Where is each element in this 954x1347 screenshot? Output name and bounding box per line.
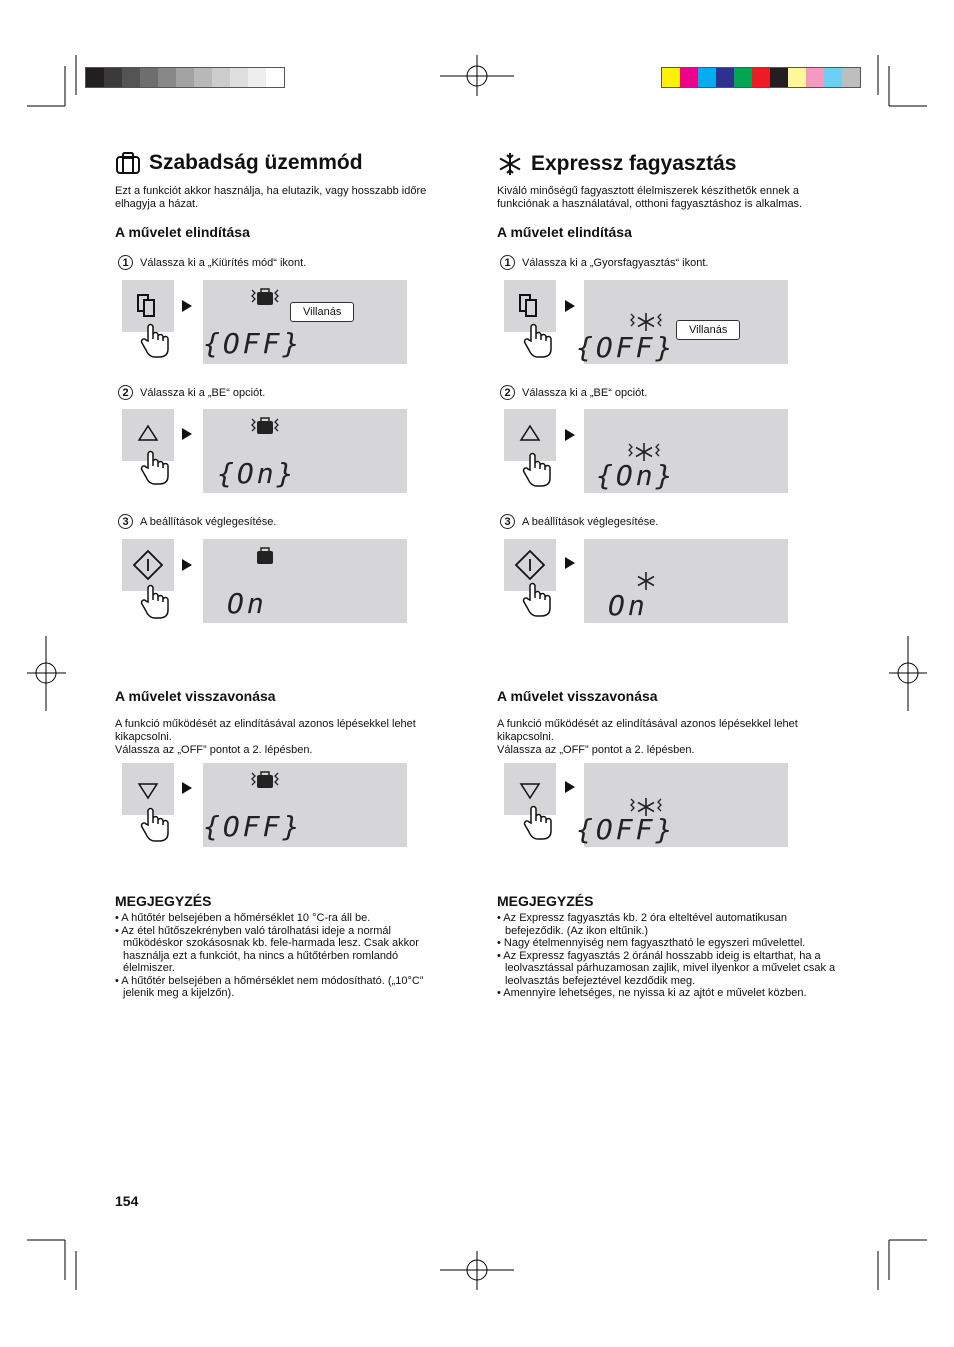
suitcase-icon (245, 769, 285, 793)
display-readout (217, 457, 296, 490)
flash-mark: } (282, 810, 303, 843)
right-step-1 (500, 255, 708, 270)
right-title-text: Expressz fagyasztás (531, 152, 737, 175)
right-cancel-text (497, 718, 842, 757)
display-readout (203, 327, 302, 360)
snowflake-icon (497, 151, 523, 177)
finger-icon (140, 807, 170, 843)
step-text: Válassza ki a „Kiürítés mód“ ikont. (140, 256, 307, 269)
right-note-heading: MEGJEGYZÉS (497, 893, 594, 909)
finger-icon (140, 584, 170, 620)
display-panel (203, 280, 407, 364)
flash-mark: { (203, 327, 223, 360)
step-number: 2 (500, 385, 515, 400)
display-panel (576, 763, 788, 847)
step-number: 3 (500, 514, 515, 529)
flash-callout: Villanás (676, 320, 740, 340)
note-item: • Az étel hűtőszekrényben való tárolhatási ideje a normál működéskor szokásosnak kb. fele-harmada lesz. Csak akkor használja ezt a funkciót, ha nincs a hűtőtérben romlandó élelmiszer. (115, 924, 419, 974)
left-section-title (115, 151, 363, 175)
left-step-1 (118, 255, 306, 270)
step-arrow (182, 782, 192, 794)
flash-mark: { (576, 331, 596, 364)
step-number: 1 (500, 255, 515, 270)
right-step-2 (500, 385, 647, 400)
display-panel (584, 409, 788, 493)
finger-icon (523, 805, 553, 841)
step-text: Válassza ki a „Gyorsfagyasztás“ ikont. (522, 256, 709, 269)
display-readout (576, 331, 675, 364)
flash-mark: } (282, 327, 303, 360)
note-item: • A hűtőtér belsejében a hőmérséklet nem módosítható. („10°C” jelenik meg a kijelzőn). (115, 974, 424, 999)
finger-icon (522, 582, 552, 618)
flash-callout: Villanás (290, 302, 354, 322)
flash-mark: } (276, 457, 297, 490)
suitcase-icon (245, 415, 285, 439)
note-item: • Az Expressz fagyasztás kb. 2 óra elteltével automatikusan befejeződik. (Az ikon eltűnik.) (497, 912, 787, 937)
display-readout (576, 813, 675, 846)
cancel-line-2: Válassza az „OFF” pontot a 2. lépésben. (497, 744, 695, 756)
display-value: On (615, 459, 656, 492)
left-title-text: Szabadság üzemmód (149, 151, 363, 174)
display-value: OFF (595, 813, 656, 846)
finger-icon (523, 323, 553, 359)
right-step-3 (500, 514, 658, 529)
left-cancel-heading: A művelet visszavonása (115, 688, 276, 704)
flash-mark: } (655, 813, 676, 846)
page-number: 154 (115, 1193, 139, 1209)
step-arrow (565, 429, 575, 441)
finger-icon (140, 323, 170, 359)
step-number: 3 (118, 514, 133, 529)
display-readout (596, 459, 675, 492)
flash-mark: { (576, 813, 596, 846)
flash-mark: { (596, 459, 616, 492)
step-number: 1 (118, 255, 133, 270)
left-intro: Ezt a funkciót akkor használja, ha elutazik, vagy hosszabb időre elhagyja a házat. (115, 185, 427, 210)
display-readout (203, 810, 302, 843)
right-section-title (497, 151, 736, 177)
suitcase-icon (115, 151, 141, 175)
flash-mark: } (655, 331, 676, 364)
display-panel (203, 539, 407, 623)
display-readout (608, 589, 648, 622)
step-number: 2 (118, 385, 133, 400)
display-panel (203, 763, 407, 847)
step-arrow (182, 300, 192, 312)
display-value: OFF (222, 810, 283, 843)
cancel-line-1: A funkció működését az elindításával azonos lépésekkel lehet kikapcsolni. (497, 718, 798, 743)
step-arrow (182, 559, 192, 571)
note-item: • Nagy ételmennyiség nem fagyasztható le egyszeri művelettel. (497, 937, 806, 949)
display-panel (203, 409, 407, 493)
display-panel (584, 539, 788, 623)
step-text: Válassza ki a „BE“ opciót. (140, 386, 266, 399)
left-step-2 (118, 385, 265, 400)
left-cancel-text (115, 718, 460, 757)
suitcase-icon (245, 545, 285, 569)
flash-mark: } (655, 459, 676, 492)
display-value: On (608, 589, 648, 622)
left-notes (115, 912, 445, 1000)
note-item: • A hűtőtér belsejében a hőmérséklet 10 °C-ra áll be. (115, 912, 371, 924)
finger-icon (522, 452, 552, 488)
flash-mark: { (217, 457, 237, 490)
suitcase-icon (245, 286, 285, 310)
display-value: OFF (595, 331, 656, 364)
left-start-heading: A művelet elindítása (115, 224, 250, 240)
cancel-line-2: Válassza az „OFF” pontot a 2. lépésben. (115, 744, 313, 756)
right-notes (497, 912, 842, 1000)
display-value: On (227, 587, 267, 620)
display-readout (227, 587, 267, 620)
left-note-heading: MEGJEGYZÉS (115, 893, 212, 909)
note-item: • Az Expressz fagyasztás 2 óránál hosszabb ideig is eltarthat, ha a leolvasztással párhuzamosan zajlik, mivel ilyenkor a művelet csak a leolvasztás befejeztével kezdődik meg. (497, 949, 836, 987)
display-panel (576, 280, 788, 364)
cancel-line-1: A funkció működését az elindításával azonos lépésekkel lehet kikapcsolni. (115, 718, 416, 743)
step-text: A beállítások véglegesítése. (140, 515, 277, 528)
right-intro: Kiváló minőségű fagyasztott élelmiszerek készíthetők ennek a funkciónak a használatával, otthoni fagyasztáshoz is alkalmas. (497, 185, 803, 210)
step-text: A beállítások véglegesítése. (522, 515, 659, 528)
flash-mark: { (203, 810, 223, 843)
display-value: OFF (222, 327, 283, 360)
left-step-3 (118, 514, 276, 529)
step-arrow (565, 781, 575, 793)
right-cancel-heading: A művelet visszavonása (497, 688, 658, 704)
step-arrow (565, 557, 575, 569)
right-start-heading: A művelet elindítása (497, 224, 632, 240)
step-arrow (565, 300, 575, 312)
step-arrow (182, 428, 192, 440)
finger-icon (140, 450, 170, 486)
display-value: On (236, 457, 277, 490)
step-text: Válassza ki a „BE“ opciót. (522, 386, 648, 399)
note-item: • Amennyire lehetséges, ne nyissa ki az ajtót e művelet közben. (497, 987, 807, 999)
